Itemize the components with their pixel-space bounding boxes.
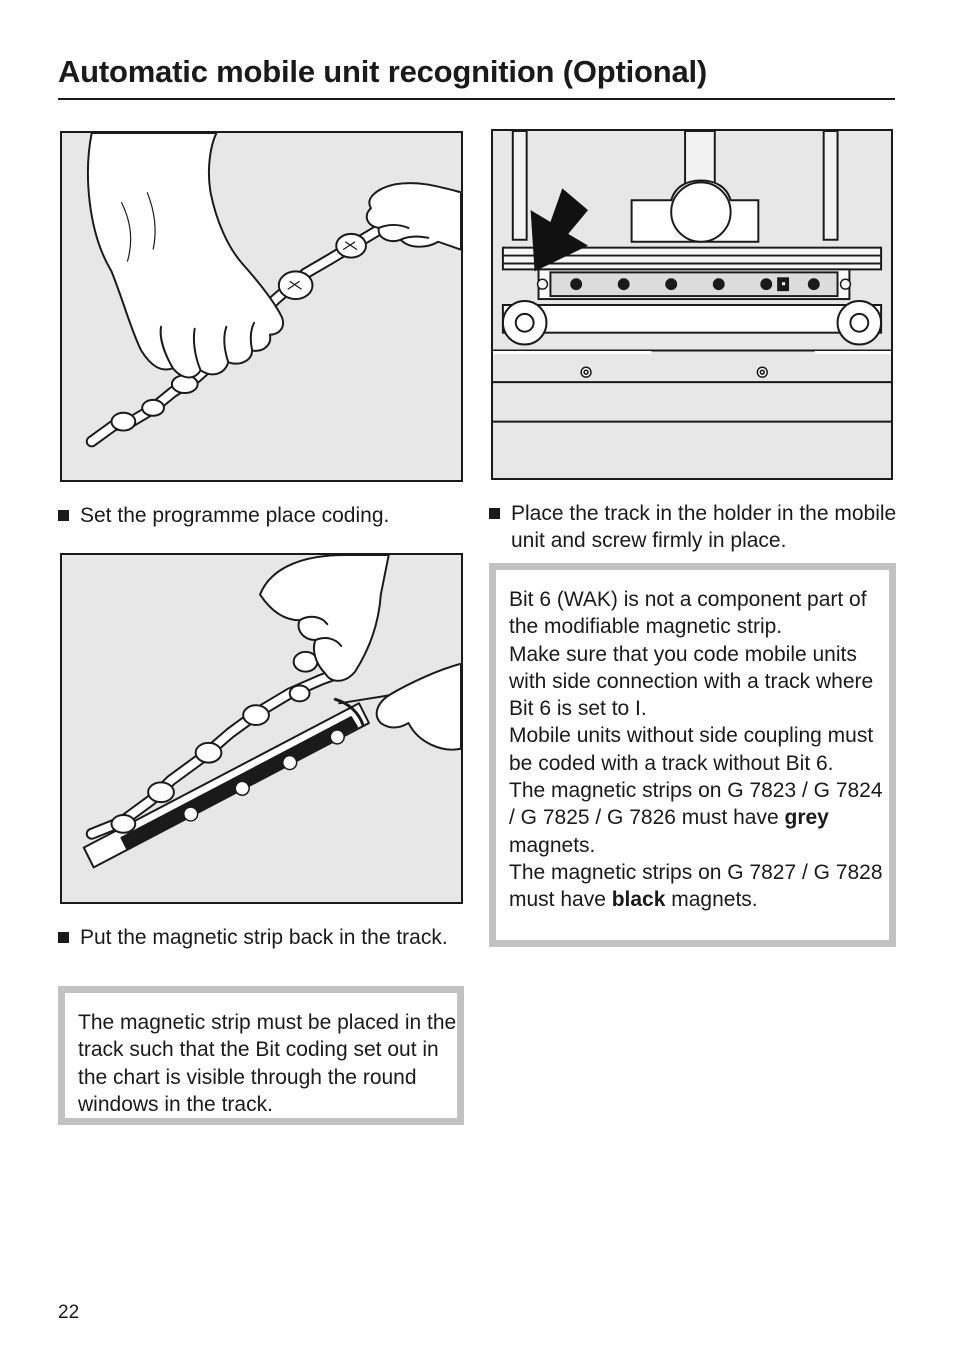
note-text: The magnetic strips on G 7823 / G 7824 / G 7825 / G 7826 must have xyxy=(509,779,883,830)
note-text: The magnetic strip must be placed in the track such that the Bit coding set out in the chart is visible through the round windows in the track. xyxy=(78,1011,457,1116)
step-text: Put the magnetic strip back in the track. xyxy=(80,926,448,949)
grey-emphasis: grey xyxy=(784,806,829,830)
note-text: magnets. xyxy=(665,888,758,912)
title-rule xyxy=(58,98,895,100)
track-holder-illustration xyxy=(491,129,893,480)
note-text: magnets. xyxy=(509,833,596,857)
hand-coding-chain-icon xyxy=(62,133,461,480)
bullet-square-icon xyxy=(58,932,69,943)
note-text: The magnetic strips on G 7827 / G 7828 must have xyxy=(509,860,883,912)
page-title: Automatic mobile unit recognition (Optional) xyxy=(58,54,708,89)
note-bit6 xyxy=(489,563,896,947)
note-bit6-line4 xyxy=(509,777,889,859)
note-bit6-line5 xyxy=(509,859,889,914)
note-bit6-line2: Make sure that you code mobile units with side connection with a track where Bit 6 is set to I. xyxy=(509,642,874,721)
bullet-square-icon xyxy=(489,508,500,519)
note-bit6-line1: Bit 6 (WAK) is not a component part of the modifiable magnetic strip. xyxy=(509,588,867,639)
step-text: Set the programme place coding. xyxy=(80,504,390,527)
magnetic-strip-illustration xyxy=(60,553,463,904)
page-number: 22 xyxy=(58,1302,80,1323)
mobile-unit-track-icon xyxy=(493,131,891,478)
note-strip-placement xyxy=(58,986,464,1125)
black-emphasis: black xyxy=(611,888,666,912)
bullet-square-icon xyxy=(58,510,69,521)
step-place-track xyxy=(489,500,899,554)
hand-inserting-strip-icon xyxy=(62,555,461,902)
note-bit6-line3: Mobile units without side coupling must be coded with a track without Bit 6. xyxy=(509,724,874,775)
step-set-coding xyxy=(58,502,458,529)
step-text: Place the track in the holder in the mobile unit and screw firmly in place. xyxy=(511,502,897,552)
step-put-strip-back xyxy=(58,924,458,951)
coding-chain-illustration xyxy=(60,131,463,482)
